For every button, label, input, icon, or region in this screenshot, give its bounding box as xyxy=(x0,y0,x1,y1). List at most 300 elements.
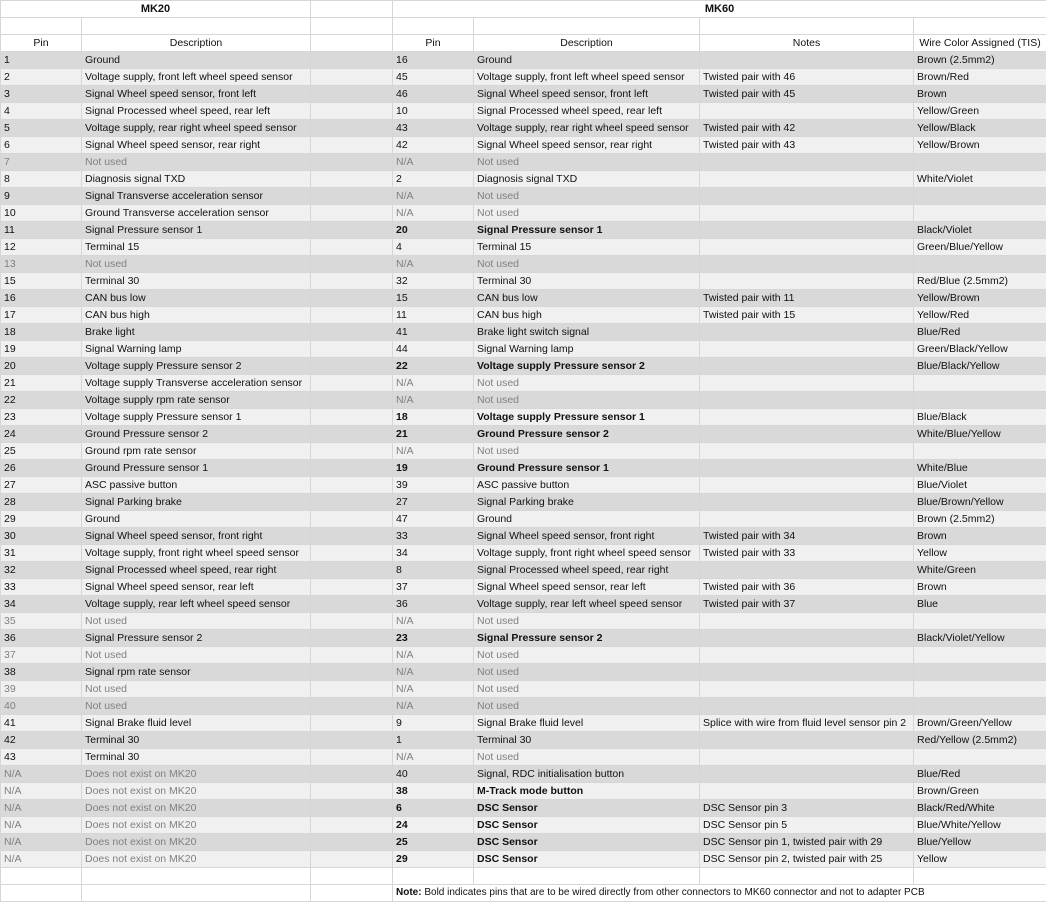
mk20-description-cell: Voltage supply, front left wheel speed sensor xyxy=(82,69,311,86)
mk20-pin-cell: 7 xyxy=(1,154,82,171)
mk60-description-cell: Ground xyxy=(474,52,700,69)
table-row xyxy=(1,579,1046,596)
spacer-cell xyxy=(311,647,393,664)
mk20-description-cell: Signal Pressure sensor 1 xyxy=(82,222,311,239)
mk20-description-cell: Ground rpm rate sensor xyxy=(82,443,311,460)
table-row xyxy=(1,817,1046,834)
mk60-description-cell: Not used xyxy=(474,681,700,698)
table-row xyxy=(1,358,1046,375)
mk60-pin-cell: 21 xyxy=(393,426,474,443)
spacer-cell xyxy=(311,817,393,834)
wire-color-cell xyxy=(914,698,1046,715)
mk60-pin-cell: 15 xyxy=(393,290,474,307)
notes-cell: DSC Sensor pin 1, twisted pair with 29 xyxy=(700,834,914,851)
wire-color-cell xyxy=(914,664,1046,681)
mk60-description-cell: Signal Parking brake xyxy=(474,494,700,511)
spacer-cell xyxy=(311,664,393,681)
footnote-label: Note: xyxy=(396,887,422,898)
mk60-pin-cell: 24 xyxy=(393,817,474,834)
mk20-description-cell: Does not exist on MK20 xyxy=(82,817,311,834)
notes-cell: Twisted pair with 46 xyxy=(700,69,914,86)
wire-color-cell: Blue/Red xyxy=(914,766,1046,783)
mk20-description-cell: Not used xyxy=(82,698,311,715)
mk20-pin-cell: 12 xyxy=(1,239,82,256)
wire-color-cell: Blue/Yellow xyxy=(914,834,1046,851)
mk20-description-cell: Does not exist on MK20 xyxy=(82,851,311,868)
table-row xyxy=(1,766,1046,783)
spacer-cell xyxy=(311,290,393,307)
spacer-cell xyxy=(311,358,393,375)
spacer-cell xyxy=(311,613,393,630)
table-row xyxy=(1,409,1046,426)
table-row xyxy=(1,477,1046,494)
mk60-pin-cell: 18 xyxy=(393,409,474,426)
wire-color-cell: Brown/Green/Yellow xyxy=(914,715,1046,732)
table-row xyxy=(1,188,1046,205)
mk60-pin-cell: 43 xyxy=(393,120,474,137)
mk60-description-cell: Voltage supply Pressure sensor 2 xyxy=(474,358,700,375)
spacer-cell xyxy=(311,52,393,69)
spacer-cell xyxy=(311,392,393,409)
mk60-description-cell: Signal Pressure sensor 1 xyxy=(474,222,700,239)
wire-color-cell xyxy=(914,647,1046,664)
mk60-pin-cell: 33 xyxy=(393,528,474,545)
mk60-description-cell: Voltage supply, front left wheel speed sensor xyxy=(474,69,700,86)
mk60-pin-cell: 23 xyxy=(393,630,474,647)
mk60-pin-cell: 16 xyxy=(393,52,474,69)
mk20-description-cell: Voltage supply Pressure sensor 1 xyxy=(82,409,311,426)
spacer-cell xyxy=(311,86,393,103)
table-row xyxy=(1,528,1046,545)
wire-color-cell: Blue/Violet xyxy=(914,477,1046,494)
mk20-description-cell: Not used xyxy=(82,154,311,171)
mk20-description-cell: Signal rpm rate sensor xyxy=(82,664,311,681)
table-row xyxy=(1,341,1046,358)
table-row xyxy=(1,205,1046,222)
mk20-description-cell: Terminal 30 xyxy=(82,749,311,766)
wire-color-cell xyxy=(914,154,1046,171)
spacer-cell xyxy=(311,256,393,273)
mk20-pin-cell: 2 xyxy=(1,69,82,86)
mk20-description-cell: ASC passive button xyxy=(82,477,311,494)
spacer-cell xyxy=(311,715,393,732)
spacer-cell xyxy=(311,154,393,171)
mk20-description-cell: Terminal 15 xyxy=(82,239,311,256)
mk20-pin-cell: 3 xyxy=(1,86,82,103)
wire-color-cell: Blue/Black xyxy=(914,409,1046,426)
mk20-description-cell: Signal Pressure sensor 2 xyxy=(82,630,311,647)
footnote xyxy=(393,885,1046,902)
mk20-description-cell: Does not exist on MK20 xyxy=(82,834,311,851)
table-row xyxy=(1,273,1046,290)
spacer-cell xyxy=(311,783,393,800)
footnote-text: Bold indicates pins that are to be wired directly from other connectors to MK60 connector and not to adapter PCB xyxy=(422,887,925,898)
table-row xyxy=(1,154,1046,171)
wire-color-cell: Brown/Red xyxy=(914,69,1046,86)
mk60-description-cell: Not used xyxy=(474,749,700,766)
notes-cell xyxy=(700,664,914,681)
spacer-cell xyxy=(311,137,393,154)
wire-color-cell: Black/Violet xyxy=(914,222,1046,239)
header-notes: Notes xyxy=(700,35,914,52)
spacer-cell xyxy=(311,732,393,749)
mk20-pin-cell: 34 xyxy=(1,596,82,613)
mk60-description-cell: Not used xyxy=(474,613,700,630)
mk20-pin-cell: 10 xyxy=(1,205,82,222)
mk20-description-cell: Ground Pressure sensor 2 xyxy=(82,426,311,443)
spacer-cell xyxy=(311,851,393,868)
mk20-description-cell: Signal Transverse acceleration sensor xyxy=(82,188,311,205)
spacer-cell xyxy=(311,324,393,341)
notes-cell xyxy=(700,171,914,188)
mk60-pin-cell: N/A xyxy=(393,681,474,698)
notes-cell xyxy=(700,766,914,783)
table-body xyxy=(1,1,1046,868)
table-row xyxy=(1,630,1046,647)
notes-cell: Twisted pair with 11 xyxy=(700,290,914,307)
table-row xyxy=(1,664,1046,681)
wire-color-cell: Blue xyxy=(914,596,1046,613)
notes-cell: Twisted pair with 36 xyxy=(700,579,914,596)
mk60-pin-cell: N/A xyxy=(393,664,474,681)
mk60-pin-cell: N/A xyxy=(393,613,474,630)
mk20-pin-cell: 25 xyxy=(1,443,82,460)
mk60-description-cell: Signal Brake fluid level xyxy=(474,715,700,732)
spacer-cell xyxy=(311,681,393,698)
wire-color-cell: Red/Yellow (2.5mm2) xyxy=(914,732,1046,749)
spacer-cell xyxy=(311,579,393,596)
mk60-pin-cell: 19 xyxy=(393,460,474,477)
mk20-description-cell: Does not exist on MK20 xyxy=(82,783,311,800)
table-row xyxy=(1,613,1046,630)
mk20-pin-cell: 29 xyxy=(1,511,82,528)
spacer-cell xyxy=(311,511,393,528)
mk20-pin-cell: 18 xyxy=(1,324,82,341)
mk60-description-cell: Ground Pressure sensor 2 xyxy=(474,426,700,443)
notes-cell: DSC Sensor pin 2, twisted pair with 25 xyxy=(700,851,914,868)
notes-cell: Twisted pair with 45 xyxy=(700,86,914,103)
mk60-pin-cell: 10 xyxy=(393,103,474,120)
wire-color-cell: White/Blue/Yellow xyxy=(914,426,1046,443)
mk60-title: MK60 xyxy=(393,1,1046,18)
spacer-cell xyxy=(311,545,393,562)
mk20-pin-cell: 20 xyxy=(1,358,82,375)
table-row xyxy=(1,52,1046,69)
mk20-pin-cell: 11 xyxy=(1,222,82,239)
notes-cell xyxy=(700,256,914,273)
table-row xyxy=(1,749,1046,766)
notes-cell xyxy=(700,392,914,409)
mk20-description-cell: Brake light xyxy=(82,324,311,341)
wire-color-cell: Yellow/Red xyxy=(914,307,1046,324)
mk60-pin-cell: 25 xyxy=(393,834,474,851)
mk60-pin-cell: 6 xyxy=(393,800,474,817)
mk20-pin-cell: 8 xyxy=(1,171,82,188)
mk20-pin-cell: 6 xyxy=(1,137,82,154)
header-mk20-description: Description xyxy=(82,35,311,52)
mk60-pin-cell: 45 xyxy=(393,69,474,86)
table-row xyxy=(1,511,1046,528)
table-row xyxy=(1,800,1046,817)
mk60-description-cell: Ground xyxy=(474,511,700,528)
spacer-cell xyxy=(311,800,393,817)
mk60-description-cell: Not used xyxy=(474,154,700,171)
mk20-description-cell: Voltage supply, front right wheel speed sensor xyxy=(82,545,311,562)
notes-cell xyxy=(700,698,914,715)
mk20-pin-cell: 17 xyxy=(1,307,82,324)
mk60-pin-cell: N/A xyxy=(393,256,474,273)
mk60-pin-cell: N/A xyxy=(393,375,474,392)
mk20-description-cell: Not used xyxy=(82,681,311,698)
mk60-description-cell: Ground Pressure sensor 1 xyxy=(474,460,700,477)
table-row xyxy=(1,681,1046,698)
wire-color-cell: Blue/Black/Yellow xyxy=(914,358,1046,375)
notes-cell: DSC Sensor pin 5 xyxy=(700,817,914,834)
mk60-pin-cell: N/A xyxy=(393,443,474,460)
header-mk20-pin: Pin xyxy=(1,35,82,52)
table-row xyxy=(1,290,1046,307)
mk20-pin-cell: 15 xyxy=(1,273,82,290)
spacer-cell xyxy=(311,749,393,766)
notes-cell xyxy=(700,562,914,579)
wire-color-cell xyxy=(914,375,1046,392)
table-row xyxy=(1,494,1046,511)
mk20-description-cell: Does not exist on MK20 xyxy=(82,766,311,783)
mk60-description-cell: Not used xyxy=(474,647,700,664)
wire-color-cell: Yellow xyxy=(914,851,1046,868)
mk20-pin-cell: 35 xyxy=(1,613,82,630)
mk60-description-cell: Voltage supply, rear left wheel speed sensor xyxy=(474,596,700,613)
wire-color-cell: Blue/Brown/Yellow xyxy=(914,494,1046,511)
notes-cell xyxy=(700,52,914,69)
notes-cell xyxy=(700,222,914,239)
table-row xyxy=(1,596,1046,613)
mk60-description-cell: Signal Wheel speed sensor, front right xyxy=(474,528,700,545)
spacer-cell xyxy=(311,69,393,86)
mk20-pin-cell: 36 xyxy=(1,630,82,647)
mk60-description-cell: Not used xyxy=(474,443,700,460)
mk20-description-cell: Voltage supply Pressure sensor 2 xyxy=(82,358,311,375)
notes-cell xyxy=(700,324,914,341)
mk20-description-cell: Diagnosis signal TXD xyxy=(82,171,311,188)
mk60-description-cell: Signal, RDC initialisation button xyxy=(474,766,700,783)
wire-color-cell: Brown xyxy=(914,86,1046,103)
mk60-pin-cell: 36 xyxy=(393,596,474,613)
mk60-description-cell: Signal Wheel speed sensor, front left xyxy=(474,86,700,103)
mk20-description-cell: Not used xyxy=(82,613,311,630)
mk20-pin-cell: 28 xyxy=(1,494,82,511)
table-row xyxy=(1,86,1046,103)
table-row xyxy=(1,375,1046,392)
mk60-description-cell: Not used xyxy=(474,188,700,205)
mk60-description-cell: CAN bus low xyxy=(474,290,700,307)
mk60-description-cell: Not used xyxy=(474,392,700,409)
mk60-pin-cell: N/A xyxy=(393,205,474,222)
notes-cell xyxy=(700,630,914,647)
wire-color-cell: White/Blue xyxy=(914,460,1046,477)
mk60-pin-cell: 41 xyxy=(393,324,474,341)
wire-color-cell xyxy=(914,443,1046,460)
spacer-cell xyxy=(311,120,393,137)
mk20-pin-cell: 40 xyxy=(1,698,82,715)
table-row xyxy=(1,120,1046,137)
header-mk60-description: Description xyxy=(474,35,700,52)
table-row xyxy=(1,307,1046,324)
mk20-pin-cell: N/A xyxy=(1,783,82,800)
table-row xyxy=(1,834,1046,851)
table-row xyxy=(1,460,1046,477)
mk60-pin-cell: 38 xyxy=(393,783,474,800)
mk60-description-cell: M-Track mode button xyxy=(474,783,700,800)
mk60-pin-cell: 8 xyxy=(393,562,474,579)
spacer-cell xyxy=(311,409,393,426)
mk20-pin-cell: N/A xyxy=(1,851,82,868)
mk20-pin-cell: 1 xyxy=(1,52,82,69)
mk20-pin-cell: 30 xyxy=(1,528,82,545)
notes-cell: Twisted pair with 37 xyxy=(700,596,914,613)
notes-cell xyxy=(700,783,914,800)
mk60-pin-cell: 22 xyxy=(393,358,474,375)
notes-cell: Twisted pair with 43 xyxy=(700,137,914,154)
spacer-cell xyxy=(311,273,393,290)
notes-cell: Twisted pair with 15 xyxy=(700,307,914,324)
mk20-pin-cell: 13 xyxy=(1,256,82,273)
table-row xyxy=(1,103,1046,120)
wire-color-cell: Yellow/Brown xyxy=(914,137,1046,154)
mk20-description-cell: Terminal 30 xyxy=(82,273,311,290)
mk60-description-cell: CAN bus high xyxy=(474,307,700,324)
notes-cell: Twisted pair with 33 xyxy=(700,545,914,562)
mk60-description-cell: DSC Sensor xyxy=(474,800,700,817)
wire-color-cell: Blue/White/Yellow xyxy=(914,817,1046,834)
mk60-description-cell: Terminal 30 xyxy=(474,732,700,749)
mk60-description-cell: Signal Wheel speed sensor, rear left xyxy=(474,579,700,596)
wire-color-cell xyxy=(914,749,1046,766)
mk20-pin-cell: 26 xyxy=(1,460,82,477)
mk60-description-cell: Diagnosis signal TXD xyxy=(474,171,700,188)
wire-color-cell: Brown (2.5mm2) xyxy=(914,511,1046,528)
table-row xyxy=(1,647,1046,664)
notes-cell xyxy=(700,188,914,205)
spacer-cell xyxy=(311,205,393,222)
spacer-cell xyxy=(311,35,393,52)
mk60-pin-cell: 44 xyxy=(393,341,474,358)
spacer-cell xyxy=(311,698,393,715)
table-row xyxy=(1,732,1046,749)
mk20-description-cell: Signal Brake fluid level xyxy=(82,715,311,732)
mk60-description-cell: Not used xyxy=(474,664,700,681)
notes-cell xyxy=(700,460,914,477)
mk20-pin-cell: 27 xyxy=(1,477,82,494)
notes-cell xyxy=(700,358,914,375)
notes-cell: Splice with wire from fluid level sensor pin 2 xyxy=(700,715,914,732)
mk60-description-cell: Not used xyxy=(474,375,700,392)
header-wire-color: Wire Color Assigned (TIS) xyxy=(914,35,1046,52)
mk20-pin-cell: 24 xyxy=(1,426,82,443)
mk60-pin-cell: 40 xyxy=(393,766,474,783)
mk20-pin-cell: N/A xyxy=(1,817,82,834)
mk20-pin-cell: 16 xyxy=(1,290,82,307)
mk20-pin-cell: 23 xyxy=(1,409,82,426)
notes-cell: Twisted pair with 42 xyxy=(700,120,914,137)
notes-cell xyxy=(700,103,914,120)
spacer-cell xyxy=(311,426,393,443)
mk60-pin-cell: N/A xyxy=(393,647,474,664)
wire-color-cell: Brown (2.5mm2) xyxy=(914,52,1046,69)
mk60-description-cell: DSC Sensor xyxy=(474,851,700,868)
table-row xyxy=(1,426,1046,443)
notes-cell xyxy=(700,511,914,528)
mk20-description-cell: Does not exist on MK20 xyxy=(82,800,311,817)
mk20-description-cell: Signal Warning lamp xyxy=(82,341,311,358)
mk60-pin-cell: 42 xyxy=(393,137,474,154)
mk20-description-cell: Ground Transverse acceleration sensor xyxy=(82,205,311,222)
spacer-cell xyxy=(311,103,393,120)
mk20-description-cell: Voltage supply, rear right wheel speed sensor xyxy=(82,120,311,137)
mk20-description-cell: Not used xyxy=(82,256,311,273)
mk20-pin-cell: 21 xyxy=(1,375,82,392)
mk20-description-cell: Signal Wheel speed sensor, front right xyxy=(82,528,311,545)
mk60-description-cell: Signal Processed wheel speed, rear right xyxy=(474,562,700,579)
table-row xyxy=(1,851,1046,868)
wire-color-cell: Black/Red/White xyxy=(914,800,1046,817)
notes-cell xyxy=(700,205,914,222)
mk20-description-cell: Signal Wheel speed sensor, rear right xyxy=(82,137,311,154)
mk20-description-cell: Voltage supply, rear left wheel speed sensor xyxy=(82,596,311,613)
table-row xyxy=(1,698,1046,715)
mk20-description-cell: CAN bus high xyxy=(82,307,311,324)
notes-cell xyxy=(700,239,914,256)
table-row xyxy=(1,324,1046,341)
mk60-pin-cell: N/A xyxy=(393,698,474,715)
mk20-pin-cell: 22 xyxy=(1,392,82,409)
table-row xyxy=(1,783,1046,800)
notes-cell xyxy=(700,749,914,766)
notes-cell xyxy=(700,477,914,494)
notes-cell xyxy=(700,613,914,630)
mk60-pin-cell: 32 xyxy=(393,273,474,290)
mk60-pin-cell: 46 xyxy=(393,86,474,103)
mk60-pin-cell: 37 xyxy=(393,579,474,596)
mk60-pin-cell: 34 xyxy=(393,545,474,562)
mk20-description-cell: Ground xyxy=(82,52,311,69)
spacer-cell xyxy=(311,460,393,477)
mk60-pin-cell: N/A xyxy=(393,188,474,205)
mk20-description-cell: Signal Wheel speed sensor, front left xyxy=(82,86,311,103)
mk20-pin-cell: 31 xyxy=(1,545,82,562)
table-row xyxy=(1,171,1046,188)
spacer-cell xyxy=(311,630,393,647)
notes-cell xyxy=(700,681,914,698)
spacer-cell xyxy=(311,222,393,239)
wire-color-cell: Brown xyxy=(914,528,1046,545)
mk60-description-cell: Signal Wheel speed sensor, rear right xyxy=(474,137,700,154)
mk60-description-cell: Not used xyxy=(474,256,700,273)
mk20-pin-cell: 43 xyxy=(1,749,82,766)
mk20-description-cell: Ground Pressure sensor 1 xyxy=(82,460,311,477)
title-row xyxy=(1,1,1046,18)
mk60-pin-cell: 4 xyxy=(393,239,474,256)
mk20-description-cell: Voltage supply Transverse acceleration sensor xyxy=(82,375,311,392)
mk20-pin-cell: 4 xyxy=(1,103,82,120)
mk20-pin-cell: 33 xyxy=(1,579,82,596)
spacer-cell xyxy=(311,596,393,613)
mk20-description-cell: Terminal 30 xyxy=(82,732,311,749)
mk20-pin-cell: 5 xyxy=(1,120,82,137)
wire-color-cell: Blue/Red xyxy=(914,324,1046,341)
mk60-pin-cell: 29 xyxy=(393,851,474,868)
footnote-row xyxy=(1,885,1046,902)
